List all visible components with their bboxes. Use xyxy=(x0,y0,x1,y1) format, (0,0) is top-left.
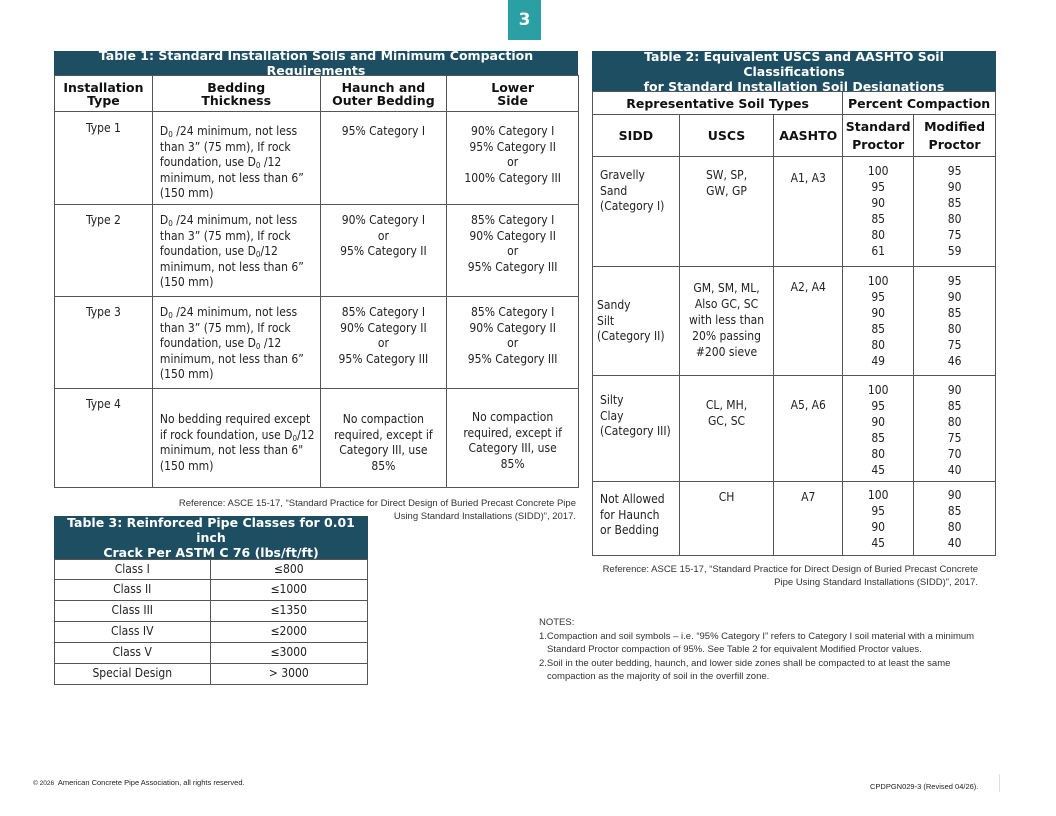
table2-standard: 100 95 90 85 80 45 xyxy=(843,376,914,482)
table3-value: ≤2000 xyxy=(210,622,368,643)
table1-type: Type 2 xyxy=(55,205,153,297)
table2-header-sidd: SIDD xyxy=(593,115,680,157)
table2-uscs: CL, MH, GC, SC xyxy=(679,376,774,482)
table2-group-header-row xyxy=(593,92,996,115)
table2-modified: 95 90 85 80 75 59 xyxy=(914,157,996,267)
table1-haunch: 85% Category I 90% Category II or 95% Category III xyxy=(320,297,447,389)
table2-standard: 100 95 90 85 80 49 xyxy=(843,267,914,376)
footer-divider xyxy=(999,774,1000,792)
table2-uscs: SW, SP, GW, GP xyxy=(679,157,774,267)
table1 xyxy=(54,75,579,488)
copyright: © 2026 American Concrete Pipe Association, all rights reserved. xyxy=(33,778,245,787)
table2-aashto: A2, A4 xyxy=(774,267,843,376)
table1-lower: 85% Category I 90% Category II or 95% Category III xyxy=(447,297,579,389)
table2 xyxy=(592,91,996,556)
table2-modified: 95 90 85 80 75 46 xyxy=(914,267,996,376)
table2-modified: 90 85 80 40 xyxy=(914,482,996,556)
note-1: 1.Compaction and soil symbols – i.e. “95% Category I” refers to Category I soil material with a minimum Standard Proctor compaction of 95%. See Table 2 for equivalent Modified Proctor values. xyxy=(539,630,975,655)
table1-header-row xyxy=(55,76,579,112)
table1-type: Type 1 xyxy=(55,112,153,205)
table1-row xyxy=(55,112,579,205)
table1-bedding: $D_0$ /24 minimum, not less than 3” (75 mm), If rock foundation, use $D_0$ /12 minimum, not less than 6” (150 mm) xyxy=(152,297,320,389)
table1-lower: 85% Category I 90% Category II or 95% Category III xyxy=(447,205,579,297)
table1-header-bedding: Bedding Thickness xyxy=(152,76,320,112)
table2-uscs: CH xyxy=(679,482,774,556)
table3-class: Class II xyxy=(55,580,211,601)
table2-standard: 100 95 90 85 80 61 xyxy=(843,157,914,267)
notes xyxy=(539,616,1019,684)
table1-haunch: 90% Category I or 95% Category II xyxy=(320,205,447,297)
table3-value: ≤1350 xyxy=(210,601,368,622)
table2-title: Table 2: Equivalent USCS and AASHTO Soil Classifications for Standard Installation Soil Designations xyxy=(592,51,996,91)
table3 xyxy=(54,559,368,685)
table3-class: Class V xyxy=(55,643,211,664)
table1-reference: Reference: ASCE 15-17, “Standard Practice for Direct Design of Buried Precast Concrete Pipe Using Standard Installations (SIDD)”, 2017. xyxy=(178,498,576,522)
table1-lower: No compaction required, except if Category III, use 85% xyxy=(447,389,579,488)
table3-row xyxy=(55,601,368,622)
table3-value: ≤800 xyxy=(210,560,368,580)
table1-header-haunch: Haunch and Outer Bedding xyxy=(320,76,447,112)
table2-aashto: A1, A3 xyxy=(774,157,843,267)
table3-row xyxy=(55,580,368,601)
table2-reference: Reference: ASCE 15-17, “Standard Practice for Direct Design of Buried Precast Concrete Pipe Using Standard Installations (SIDD)”, 2017. xyxy=(602,564,978,588)
table1-bedding: $D_0$ /24 minimum, not less than 3” (75 mm), If rock foundation, use $D_0$ /12 minimum, not less than 6” (150 mm) xyxy=(152,112,320,205)
table2-row xyxy=(593,376,996,482)
table2-uscs: GM, SM, ML, Also GC, SC with less than 20% passing #200 sieve xyxy=(679,267,774,376)
table3-value: ≤3000 xyxy=(210,643,368,664)
table2-row xyxy=(593,482,996,556)
table3-class: Class I xyxy=(55,560,211,580)
table2-sidd: Gravelly Sand (Category I) xyxy=(593,157,680,267)
table1-row xyxy=(55,205,579,297)
table2-aashto: A7 xyxy=(774,482,843,556)
table2-standard: 100 95 90 45 xyxy=(843,482,914,556)
table1-type: Type 3 xyxy=(55,297,153,389)
table1-type: Type 4 xyxy=(55,389,153,488)
table3-value: > 3000 xyxy=(210,664,368,685)
table2-group-percent: Percent Compaction xyxy=(843,92,996,115)
table1-header-type: Installation Type xyxy=(55,76,153,112)
table3-row xyxy=(55,664,368,685)
table1-header-lower: Lower Side xyxy=(447,76,579,112)
table3-class: Special Design xyxy=(55,664,211,685)
table3-class: Class IV xyxy=(55,622,211,643)
table1-haunch: 95% Category I xyxy=(320,112,447,205)
table2-sidd: Not Allowed for Haunch or Bedding xyxy=(593,482,680,556)
table3-row xyxy=(55,643,368,664)
table3-row xyxy=(55,622,368,643)
table1-row xyxy=(55,389,579,488)
table2-sidd: Silty Clay (Category III) xyxy=(593,376,680,482)
table2-row xyxy=(593,157,996,267)
table1-haunch: No compaction required, except if Category III, use 85% xyxy=(320,389,447,488)
table2-aashto: A5, A6 xyxy=(774,376,843,482)
table1-title: Table 1: Standard Installation Soils and Minimum Compaction Requirements xyxy=(54,51,578,75)
table2-modified: 90 85 80 75 70 40 xyxy=(914,376,996,482)
table2-sidd: Sandy Silt (Category II) xyxy=(593,267,680,376)
table3-title: Table 3: Reinforced Pipe Classes for 0.01 inch Crack Per ASTM C 76 (lbs/ft/ft) xyxy=(54,516,368,559)
table3-row xyxy=(55,560,368,580)
table1-lower: 90% Category I 95% Category II or 100% Category III xyxy=(447,112,579,205)
page-number-badge: 3 xyxy=(508,0,541,40)
document-code: CPDPGN029-3 (Revised 04/26). xyxy=(870,782,979,791)
table3-class: Class III xyxy=(55,601,211,622)
table2-header-modified: Modified Proctor xyxy=(914,115,996,157)
table1-bedding: No bedding required except if rock foundation, use $D_0/12$ minimum, not less than 6" (150 mm) xyxy=(152,389,320,488)
table1-bedding: $D_0$ /24 minimum, not less than 3” (75 mm), If rock foundation, use $D_0/12$ minimum, not less than 6” (150 mm) xyxy=(152,205,320,297)
table2-header-uscs: USCS xyxy=(679,115,774,157)
table2-group-representative: Representative Soil Types xyxy=(593,92,843,115)
table1-row xyxy=(55,297,579,389)
table2-row xyxy=(593,267,996,376)
table2-header-standard: Standard Proctor xyxy=(843,115,914,157)
notes-heading: NOTES: xyxy=(539,617,575,628)
table2-header-row xyxy=(593,115,996,157)
table3-value: ≤1000 xyxy=(210,580,368,601)
note-2: 2.Soil in the outer bedding, haunch, and lower side zones shall be compacted to at least the same compaction as the majority of soil in the overfill zone. xyxy=(539,657,951,682)
table2-header-aashto: AASHTO xyxy=(774,115,843,157)
